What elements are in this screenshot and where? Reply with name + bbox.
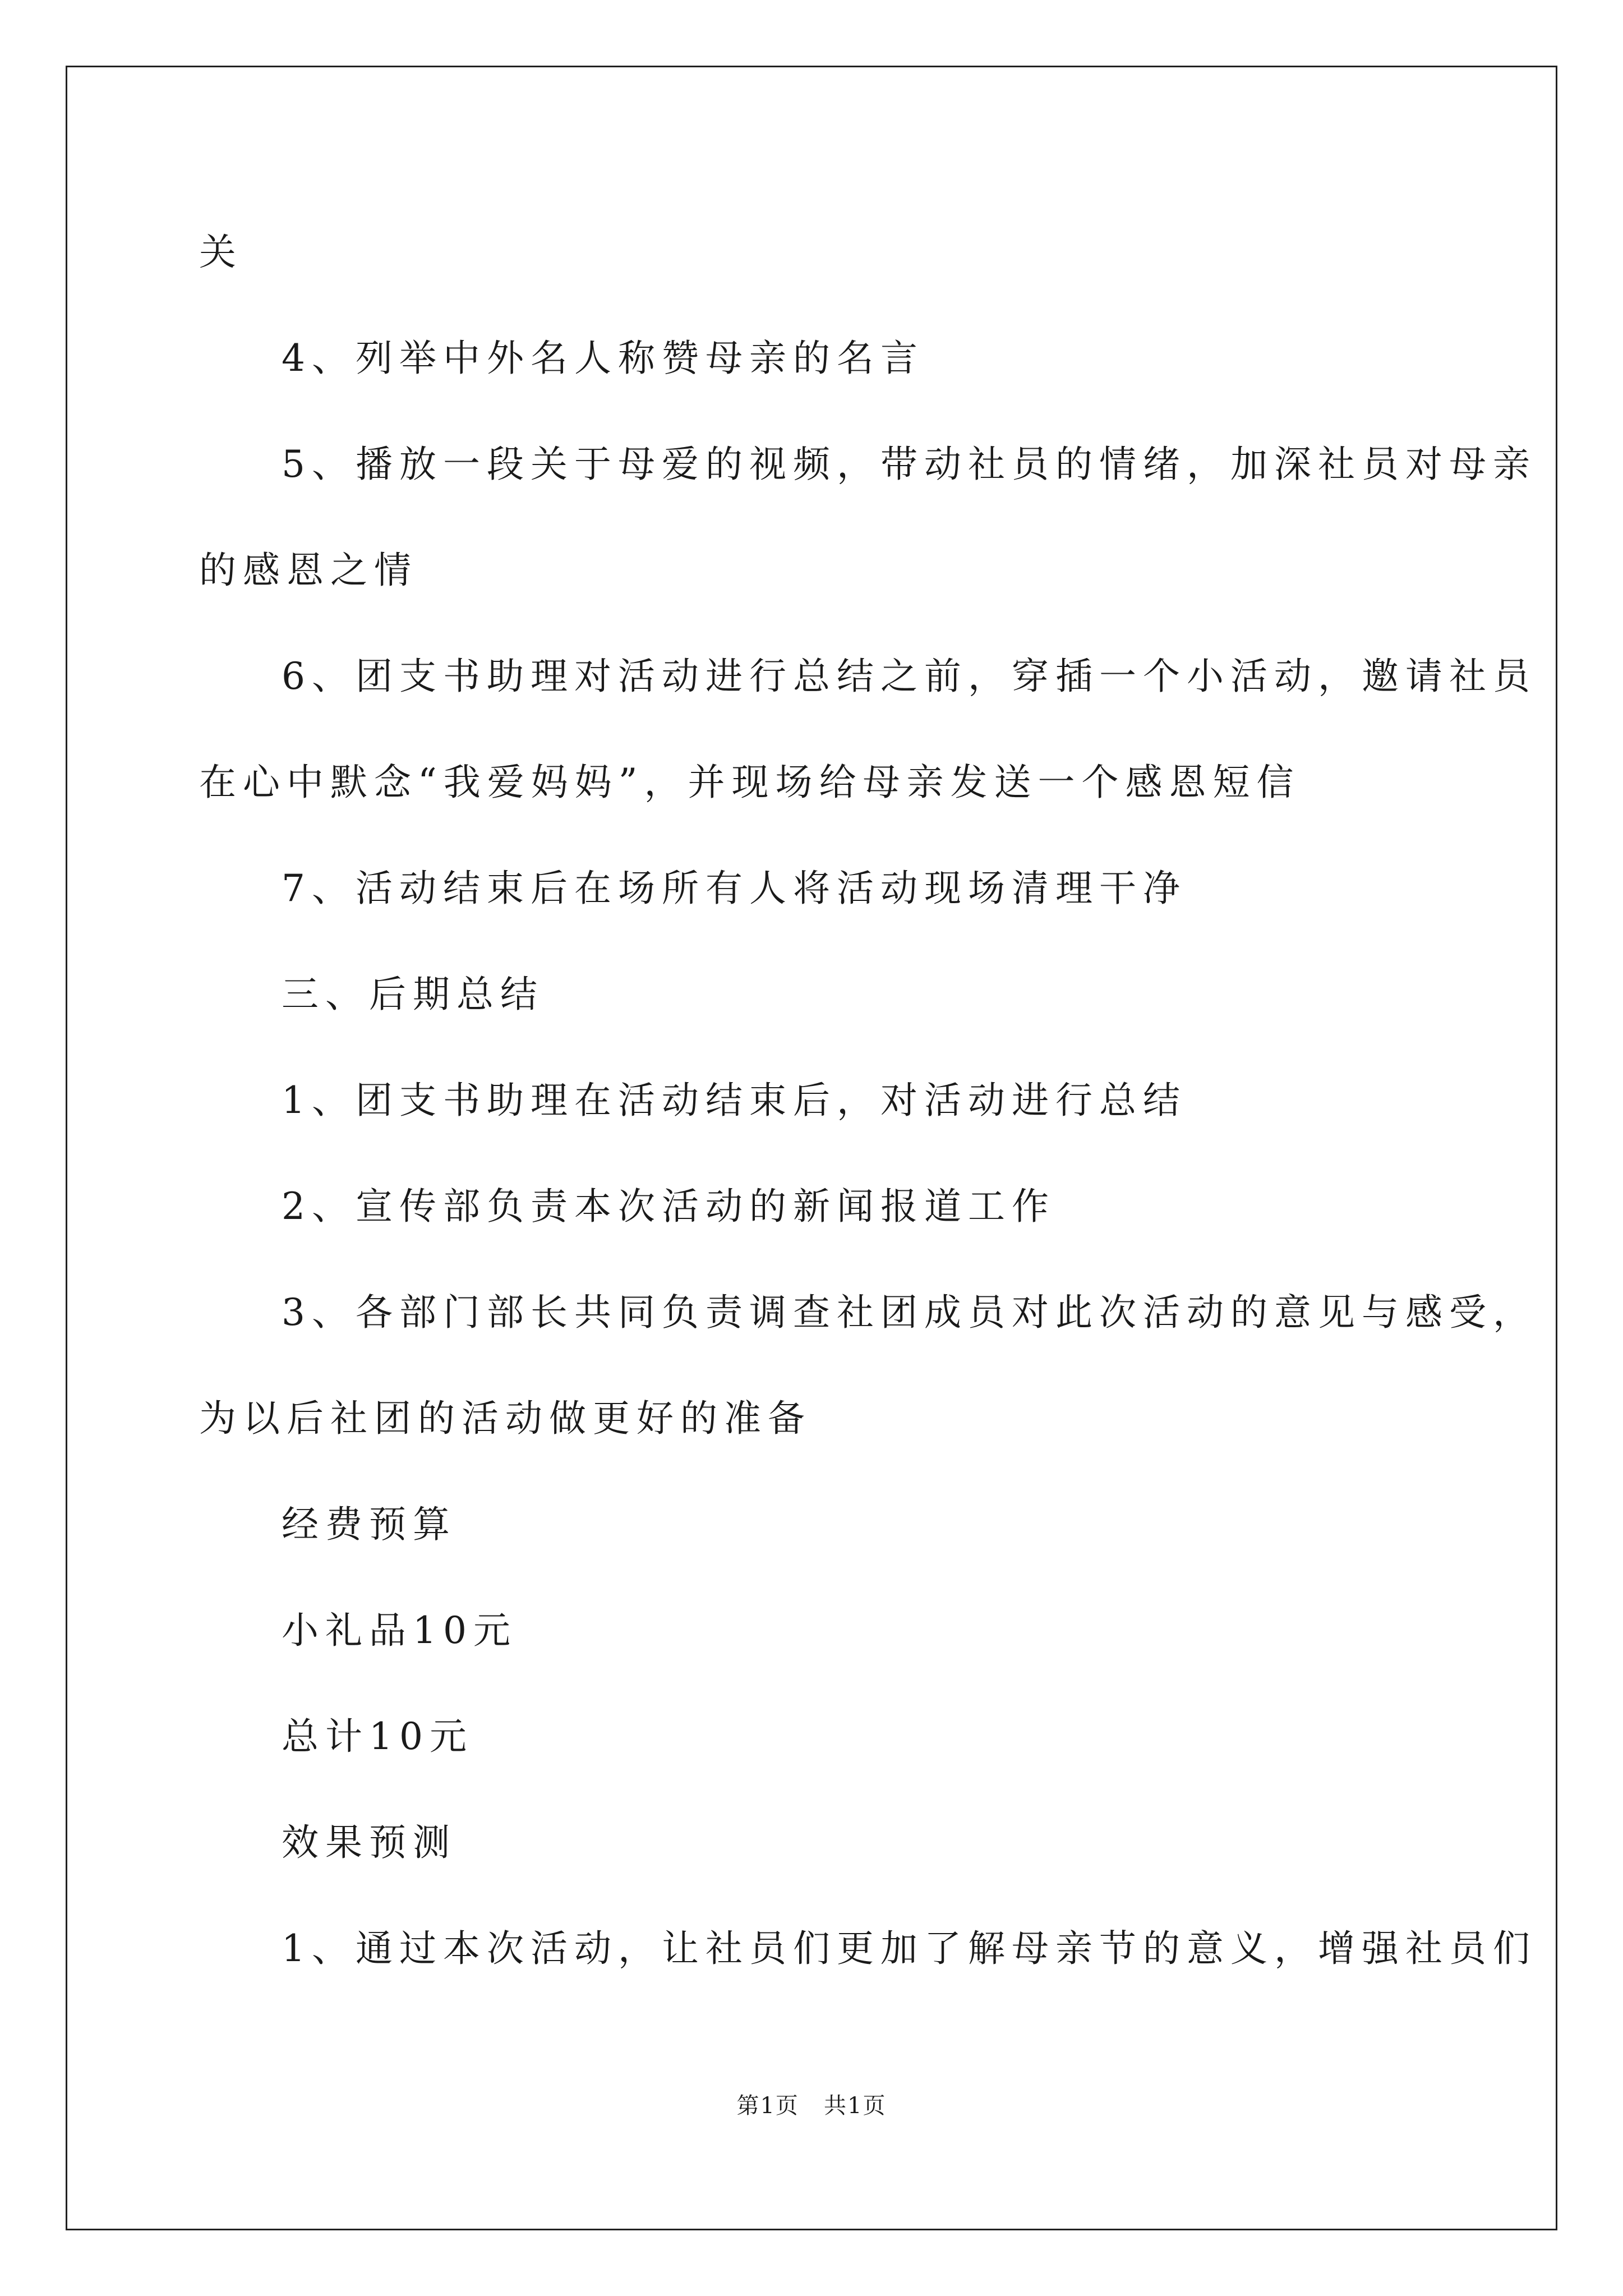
paragraph-line: 5、播放一段关于母爱的视频，带动社员的情绪，加深社员对母亲: [282, 443, 1537, 486]
page-footer: 第1页 共1页: [736, 2093, 887, 2119]
paragraph-line: 7、活动结束后在场所有人将活动现场清理干净: [282, 867, 1187, 910]
paragraph-line: 在心中默念“我爱妈妈”，并现场给母亲发送一个感恩短信: [199, 761, 1301, 804]
paragraph-line: 2、宣传部负责本次活动的新闻报道工作: [282, 1185, 1055, 1228]
budget-item: 小礼品10元: [282, 1609, 517, 1652]
paragraph-line: 6、团支书助理对活动进行总结之前，穿插一个小活动，邀请社员: [282, 655, 1537, 698]
section-heading: 效果预测: [282, 1821, 457, 1864]
section-heading: 经费预算: [282, 1503, 457, 1546]
paragraph-line: 1、团支书助理在活动结束后，对活动进行总结: [282, 1079, 1187, 1122]
page-border: [66, 66, 1557, 2230]
paragraph-line: 关: [199, 231, 243, 274]
section-heading: 三、后期总结: [282, 973, 544, 1016]
paragraph-line: 1、通过本次活动，让社员们更加了解母亲节的意义，增强社员们: [282, 1927, 1537, 1970]
paragraph-line: 的感恩之情: [199, 549, 418, 592]
budget-total: 总计10元: [282, 1715, 473, 1758]
paragraph-line: 4、列举中外名人称赞母亲的名言: [282, 337, 924, 380]
paragraph-line: 3、各部门部长共同负责调查社团成员对此次活动的意见与感受，: [282, 1291, 1537, 1334]
paragraph-line: 为以后社团的活动做更好的准备: [199, 1397, 811, 1440]
